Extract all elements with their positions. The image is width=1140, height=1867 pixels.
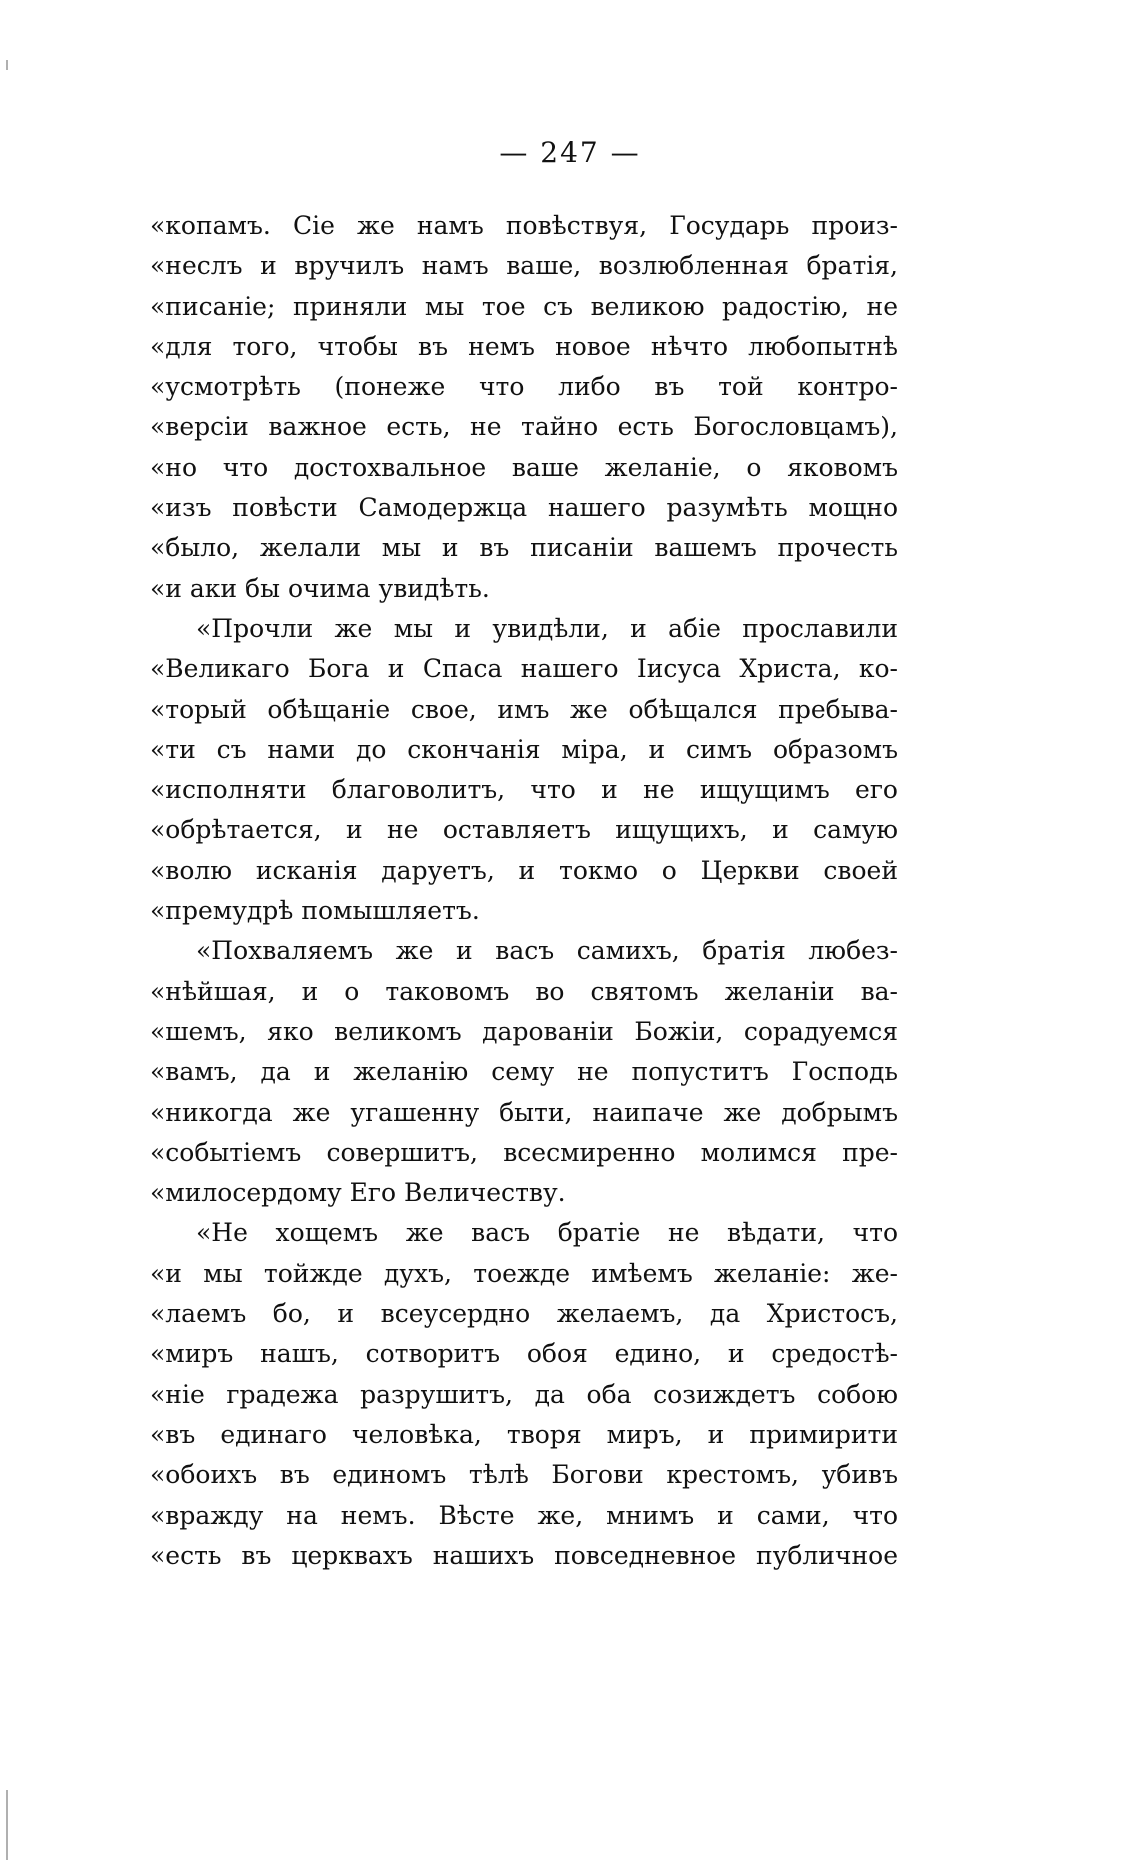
paragraph-start-line: «Не хощемъ же васъ братіе не вѣдати, что bbox=[196, 1218, 898, 1248]
text-line: «писаніе; приняли мы тое съ великою радостію, не bbox=[150, 291, 898, 321]
page-number: — 247 — bbox=[499, 136, 641, 169]
text-line: «и мы тойжде духъ, тоежде имѣемъ желаніе: же- bbox=[150, 1258, 898, 1288]
text-line: «для того, чтобы въ немъ новое нѣчто любопытнѣ bbox=[150, 331, 898, 361]
left-edge-mark bbox=[6, 1790, 8, 1860]
text-line: «было, желали мы и въ писаніи вашемъ прочесть bbox=[150, 533, 898, 563]
text-line: «ніе градежа разрушитъ, да оба созиждетъ собою bbox=[150, 1379, 898, 1409]
paragraph-start-line: «Прочли же мы и увидѣли, и абіе прославили bbox=[196, 613, 898, 643]
text-line: «лаемъ бо, и всеусердно желаемъ, да Христосъ, bbox=[150, 1299, 898, 1329]
text-line: «вамъ, да и желанію сему не попуститъ Господь bbox=[150, 1057, 898, 1087]
text-line: «волю исканія даруетъ, и токмо о Церкви своей bbox=[150, 855, 898, 885]
text-line: «неслъ и вручилъ намъ ваше, возлюбленная братія, bbox=[150, 251, 898, 281]
text-line: «Великаго Бога и Спаса нашего Іисуса Христа, ко- bbox=[150, 654, 898, 684]
text-line: «торый обѣщаніе свое, имъ же обѣщался пребыва- bbox=[150, 694, 898, 724]
left-edge-dot bbox=[6, 60, 8, 70]
text-line: «въ единаго человѣка, творя миръ, и примирити bbox=[150, 1419, 898, 1449]
text-line: «копамъ. Сіе же намъ повѣствуя, Государь произ- bbox=[150, 211, 898, 240]
text-line: «и аки бы очима увидѣть. bbox=[150, 573, 490, 603]
text-line: «версіи важное есть, не тайно есть Богословцамъ), bbox=[150, 412, 898, 442]
body-text bbox=[150, 206, 898, 1576]
text-line: «никогда же угашенну быти, наипаче же добрымъ bbox=[150, 1097, 898, 1127]
text-line: «обрѣтается, и не оставляетъ ищущихъ, и самую bbox=[150, 815, 898, 845]
text-line: «шемъ, яко великомъ дарованіи Божіи, сорадуемся bbox=[150, 1016, 898, 1046]
paragraph-start-line: «Похваляемъ же и васъ самихъ, братія любез- bbox=[196, 936, 898, 966]
text-line: «есть въ церквахъ нашихъ повседневное публичное bbox=[150, 1540, 898, 1570]
text-line: «вражду на немъ. Вѣсте же, мнимъ и сами, что bbox=[150, 1500, 898, 1530]
text-line: «премудрѣ помышляетъ. bbox=[150, 896, 480, 926]
text-line: «исполняти благоволитъ, что и не ищущимъ его bbox=[150, 775, 898, 805]
text-line: «усмотрѣть (понеже что либо въ той контро- bbox=[150, 372, 898, 402]
text-line: «событіемъ совершитъ, всесмиренно молимся пре- bbox=[150, 1137, 898, 1167]
text-line: «миръ нашъ, сотворитъ обоя едино, и средостѣ- bbox=[150, 1339, 898, 1369]
text-line: «ти съ нами до скончанія міра, и симъ образомъ bbox=[150, 734, 898, 764]
text-line: «нѣйшая, и о таковомъ во святомъ желаніи ва- bbox=[150, 976, 898, 1006]
text-line: «милосердому Его Величеству. bbox=[150, 1178, 566, 1208]
text-line: «но что достохвальное ваше желаніе, о яковомъ bbox=[150, 452, 898, 482]
text-line: «изъ повѣсти Самодержца нашего разумѣть мощно bbox=[150, 493, 898, 523]
text-line: «обоихъ въ единомъ тѣлѣ Богови крестомъ, убивъ bbox=[150, 1460, 898, 1490]
